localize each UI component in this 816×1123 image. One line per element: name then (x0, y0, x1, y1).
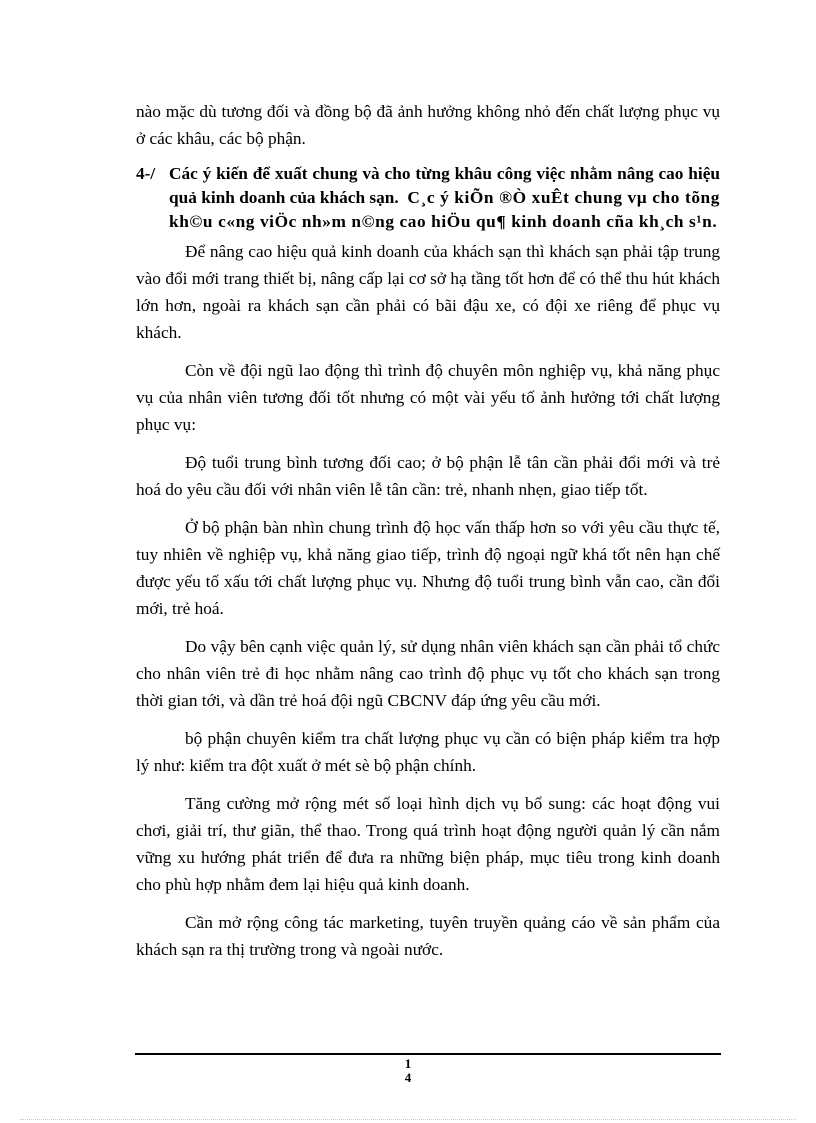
body-paragraph: Độ tuổi trung bình tương đối cao; ở bộ phận lễ tân cần phải đổi mới và trẻ hoá do yêu cầu đối với nhân viên lễ tân cần: trẻ, nhanh nhẹn, giao tiếp tốt. (136, 453, 720, 499)
body-paragraph: Ở bộ phận bàn nhìn chung trình độ học vấn thấp hơn so với yêu cầu thực tế, tuy nhiên về nghiệp vụ, khả năng giao tiếp, trình độ ngoại ngữ khá tốt nên hạn chế được yếu tố xấu tới chất lượng phục vụ. Nhưng độ tuổi trung bình vẫn cao, cần đổi mới, trẻ hoá. (136, 518, 720, 618)
continued-paragraph: nào mặc dù tương đối và đồng bộ đã ảnh hưởng không nhỏ đến chất lượng phục vụ ở các khâu, các bộ phận. (136, 102, 720, 148)
body-paragraph: Do vậy bên cạnh việc quản lý, sử dụng nhân viên khách sạn cần phải tổ chức cho nhân viên trẻ đi học nhằm nâng cao trình độ phục vụ tốt cho khách sạn trong thời gian tới, và dần trẻ hoá đội ngũ CBCNV đáp ứng yêu cầu mới. (136, 637, 720, 710)
body-paragraph: bộ phận chuyên kiểm tra chất lượng phục vụ cần có biện pháp kiểm tra hợp lý như: kiểm tra đột xuất ở mét sè bộ phận chính. (136, 729, 720, 775)
section-heading (136, 162, 720, 234)
page-number (0, 1057, 816, 1085)
section-number: 4-/ (136, 164, 156, 183)
body-paragraph: Cần mở rộng công tác marketing, tuyên truyền quảng cáo về sản phẩm của khách sạn ra thị trường trong và ngoài nước. (136, 913, 720, 959)
section-title-text: Các ý kiến để xuất chung và cho từng khâu công việc nhằm nâng cao hiệu quả kinh doanh của khách sạn. (169, 164, 720, 207)
page-edge-divider (20, 1119, 796, 1120)
section-title-garbled: C¸c ý kiÕn ®Ò xuÊt chung vµ cho tõng kh©u c«ng viÖc nh»m n©ng cao hiÖu qu¶ kinh doanh cña kh¸ch s¹n. (169, 188, 721, 231)
body-paragraph: Để nâng cao hiệu quả kinh doanh của khách sạn thì khách sạn phải tập trung vào đổi mới trang thiết bị, nâng cấp lại cơ sở hạ tầng tốt hơn để có thể thu hút khách lớn hơn, ngoài ra khách sạn cần phải có bãi đậu xe, có đội xe riêng để phục vụ khách. (136, 242, 720, 342)
page-body (136, 98, 720, 963)
section-title (169, 162, 720, 234)
body-paragraph: Tăng cường mở rộng mét số loại hình dịch vụ bổ sung: các hoạt động vui chơi, giải trí, thư giãn, thể thao. Trong quá trình hoạt động người quản lý cần nắm vững xu hướng phát triển để đưa ra những biện pháp, mục tiêu trong kinh doanh cho phù hợp nhằm đem lại hiệu quả kinh doanh. (136, 794, 720, 894)
page-number-digit-bottom: 4 (404, 1070, 412, 1085)
body-paragraph: Còn về đội ngũ lao động thì trình độ chuyên môn nghiệp vụ, khả năng phục vụ của nhân viên tương đối tốt nhưng có một vài yếu tố ảnh hưởng tới chất lượng phục vụ: (136, 361, 720, 434)
footer-rule (135, 1053, 721, 1055)
page-number-digit-top: 1 (404, 1056, 412, 1071)
